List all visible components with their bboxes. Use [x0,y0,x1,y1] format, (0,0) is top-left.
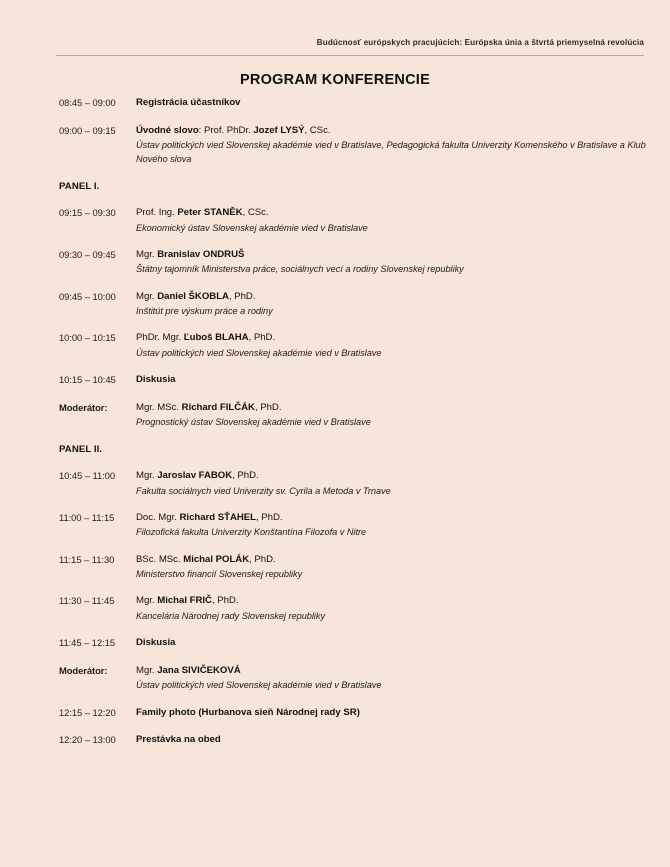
program-row-content [136,706,655,721]
panel-heading-row [59,443,655,458]
speaker-text-segment: Mgr. [136,248,158,260]
program-row-speaker [136,373,655,388]
program-row [59,331,655,360]
program-row-content [136,248,655,277]
speaker-text-segment: , PhD. [249,553,276,565]
program-row [59,206,655,235]
program-row-speaker [136,290,655,305]
program-row-speaker [136,636,655,651]
program-row-affiliation: Ústav politických vied Slovenskej akadémie vied v Bratislave [136,680,382,691]
speaker-text-segment: Peter STANĚK [177,207,243,219]
program-row-time: 11:00 – 11:15 [59,511,115,523]
program-row-speaker [136,96,655,111]
program-row-time: 11:45 – 12:15 [59,637,115,649]
program-row-speaker [136,124,655,139]
program-row [59,290,655,319]
program-row-speaker [136,248,655,263]
program-row [59,553,655,582]
speaker-text-segment: , PhD. [254,401,282,413]
speaker-text-segment: Mgr. [136,470,158,482]
program-row-content [136,331,655,360]
speaker-text-segment: PhDr. Mgr. [136,332,184,344]
program-row [59,373,655,388]
panel-heading-row [59,180,655,195]
program-row-time: 09:30 – 09:45 [59,248,116,260]
program-row-content [136,553,655,582]
speaker-text-segment: Richard FILČÁK [181,401,255,413]
program-row [59,636,655,651]
program-row [59,706,655,721]
speaker-text-segment: : Prof. PhDr. [198,124,254,136]
program-row-speaker [136,733,655,748]
speaker-text-segment: , CSc. [304,124,331,136]
speaker-text-segment: Jana SIVIČEKOVÁ [157,664,241,676]
program-row-speaker [136,401,655,416]
program-row-content [136,124,655,167]
program-row-speaker [136,469,655,484]
program-row [59,401,655,430]
program-row-content [136,373,655,388]
program-row [59,733,655,748]
program-row-time: Moderátor: [59,664,108,676]
program-row-time: 12:15 – 12:20 [59,706,116,718]
program-row-content [136,733,655,748]
program-row-content [136,511,655,540]
program-row [59,248,655,277]
program-row-affiliation: Kancelária Národnej rady Slovenskej republiky [136,610,326,621]
program-row-content [136,206,655,235]
program-row [59,124,655,167]
panel-heading-label: PANEL II. [59,443,103,455]
program-row [59,511,655,540]
speaker-text-segment: , PhD. [256,511,283,523]
speaker-text-segment: Mgr. [136,290,158,302]
speaker-text-segment: , PhD. [211,595,239,607]
header-divider-rule [56,55,644,56]
program-row-speaker [136,553,655,568]
speaker-text-segment: Branislav ONDRUŠ [157,248,245,260]
program-row-speaker [136,664,655,679]
speaker-text-segment: , CSc. [242,207,269,219]
program-schedule-list [59,96,655,761]
speaker-text-segment: Daniel ŠKOBLA [157,290,229,302]
program-row [59,594,655,623]
speaker-text-segment: , PhD. [228,290,256,302]
program-row-affiliation: Ústav politických vied Slovenskej akadémie vied v Bratislave [136,347,382,358]
program-row-time: 12:20 – 13:00 [59,734,116,746]
program-row-affiliation: Inštitút pre výskum práce a rodiny [136,306,273,317]
speaker-text-segment: Richard SŤAHEL [179,511,256,523]
speaker-text-segment: Diskusia [136,637,176,649]
program-row-time: 11:15 – 11:30 [59,553,115,565]
program-row-time: 10:00 – 10:15 [59,332,116,344]
program-row-time: 11:30 – 11:45 [59,595,115,607]
program-row [59,96,655,111]
program-row-speaker [136,706,655,721]
speaker-text-segment: BSc. MSc. [136,553,184,565]
speaker-text-segment: Mgr. [136,664,158,676]
speaker-text-segment: , PhD. [232,470,259,482]
program-row-content [136,469,655,498]
program-row-affiliation: Prognostický ústav Slovenskej akadémie vied v Bratislave [136,417,371,428]
program-row-time: 08:45 – 09:00 [59,97,116,108]
program-row-time: 09:45 – 10:00 [59,290,116,302]
speaker-text-segment: Prestávka na obed [136,734,221,746]
speaker-text-segment: Ľuboš BLAHA [183,332,249,344]
speaker-text-segment: Michal POLÁK [183,553,250,565]
speaker-text-segment: Mgr. MSc. [136,401,182,413]
program-row-content [136,96,655,111]
speaker-text-segment: Mgr. [136,595,158,607]
program-row-affiliation: Filozofická fakulta Univerzity Konštantína Filozofa v Nitre [136,527,367,538]
program-row-content [136,290,655,319]
program-row-time: 09:00 – 09:15 [59,124,116,136]
program-row-content [136,636,655,651]
program-row-speaker [136,331,655,346]
speaker-text-segment: Úvodné slovo [136,124,199,136]
speaker-text-segment: Jozef LYSÝ [253,124,305,136]
program-row-affiliation: Fakulta sociálnych vied Univerzity sv. Cyrila a Metoda v Trnave [136,485,391,496]
program-row-speaker [136,206,655,221]
program-row-content [136,594,655,623]
panel-heading-label: PANEL I. [59,180,100,192]
program-row-affiliation: Ústav politických vied Slovenskej akadémie vied v Bratislave, Pedagogická fakulta Univerzity Komenského v Bratislave a Klub Nového slova [136,140,646,165]
speaker-text-segment: Doc. Mgr. [136,511,180,523]
speaker-text-segment: Jaroslav FABOK [157,470,233,482]
running-head: Budúcnosť európskych pracujúcich: Európska únia a štvrtá priemyselná revolúcia [316,38,644,47]
program-row [59,469,655,498]
program-row-time: Moderátor: [59,401,108,413]
program-row-time: 09:15 – 09:30 [59,207,116,219]
program-row-time: 10:15 – 10:45 [59,374,116,386]
program-row-speaker [136,594,655,609]
speaker-text-segment: Registrácia účastníkov [136,97,241,108]
program-row-affiliation: Štátny tajomník Ministerstva práce, sociálnych vecí a rodiny Slovenskej republiky [136,264,464,275]
page-title: PROGRAM KONFERENCIE [239,71,431,88]
program-row-time: 10:45 – 11:00 [59,470,115,482]
program-row-content [136,401,655,430]
speaker-text-segment: Diskusia [136,374,176,386]
speaker-text-segment: , PhD. [248,332,276,344]
program-row-content [136,664,655,693]
program-row-speaker [136,511,655,526]
speaker-text-segment: Prof. Ing. [136,207,178,219]
program-row [59,664,655,693]
speaker-text-segment: Michal FRIČ [157,595,212,607]
program-row-affiliation: Ekonomický ústav Slovenskej akadémie vied v Bratislave [136,222,368,233]
speaker-text-segment: Family photo (Hurbanova sieň Národnej rady SR) [136,706,360,718]
program-row-affiliation: Ministerstvo financií Slovenskej republiky [136,569,303,580]
